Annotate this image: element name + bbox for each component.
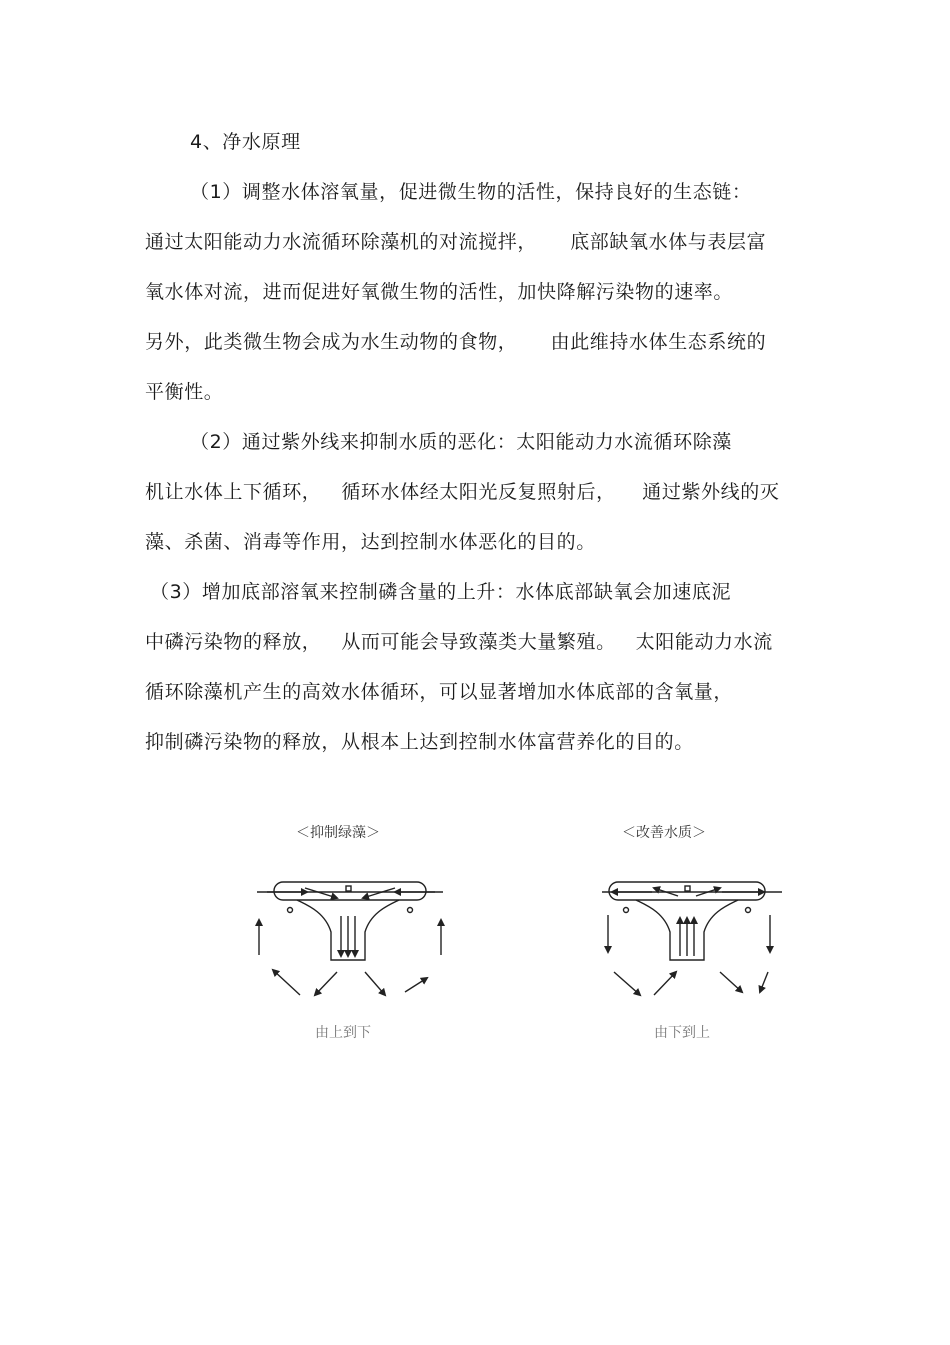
figure-caption-top-to-bottom: 由上到下 [315, 1025, 371, 1041]
paragraph-line: 机让水体上下循环， 循环水体经太阳光反复照射后， 通过紫外线的灭 [145, 481, 780, 503]
paragraph-line: 循环除藻机产生的高效水体循环，可以显著增加水体底部的含氧量， [145, 681, 734, 703]
paragraph-line: 氧水体对流，进而促进好氧微生物的活性，加快降解污染物的速率。 [145, 281, 734, 303]
figure-diagram-bottom-to-top [592, 860, 792, 1010]
paragraph-line: 抑制磷污染物的释放，从根本上达到控制水体富营养化的目的。 [145, 731, 694, 753]
paragraph-line: 藻、杀菌、消毒等作用，达到控制水体恶化的目的。 [145, 531, 596, 553]
figure-title-improve-water: ＜改善水质＞ [622, 825, 706, 841]
paragraph-line: 中磷污染物的释放， 从而可能会导致藻类大量繁殖。 太阳能动力水流 [145, 631, 773, 653]
paragraph-line: （2）通过紫外线来抑制水质的恶化：太阳能动力水流循环除藻 [190, 431, 732, 453]
paragraph-line: 另外，此类微生物会成为水生动物的食物， 由此维持水体生态系统的 [145, 331, 767, 353]
figure-title-inhibit-algae: ＜抑制绿藻＞ [296, 825, 380, 841]
figure-caption-bottom-to-top: 由下到上 [654, 1025, 710, 1041]
paragraph-line: 通过太阳能动力水流循环除藻机的对流搅拌， 底部缺氧水体与表层富 [145, 231, 767, 253]
figure-diagram-top-to-bottom [245, 860, 455, 1010]
paragraph-line: （3）增加底部溶氧来控制磷含量的上升：水体底部缺氧会加速底泥 [150, 581, 732, 603]
paragraph-line: （1）调整水体溶氧量，促进微生物的活性，保持良好的生态链： [190, 181, 752, 203]
paragraph-line: 平衡性。 [145, 381, 224, 403]
section-heading: 4、净水原理 [190, 131, 301, 153]
